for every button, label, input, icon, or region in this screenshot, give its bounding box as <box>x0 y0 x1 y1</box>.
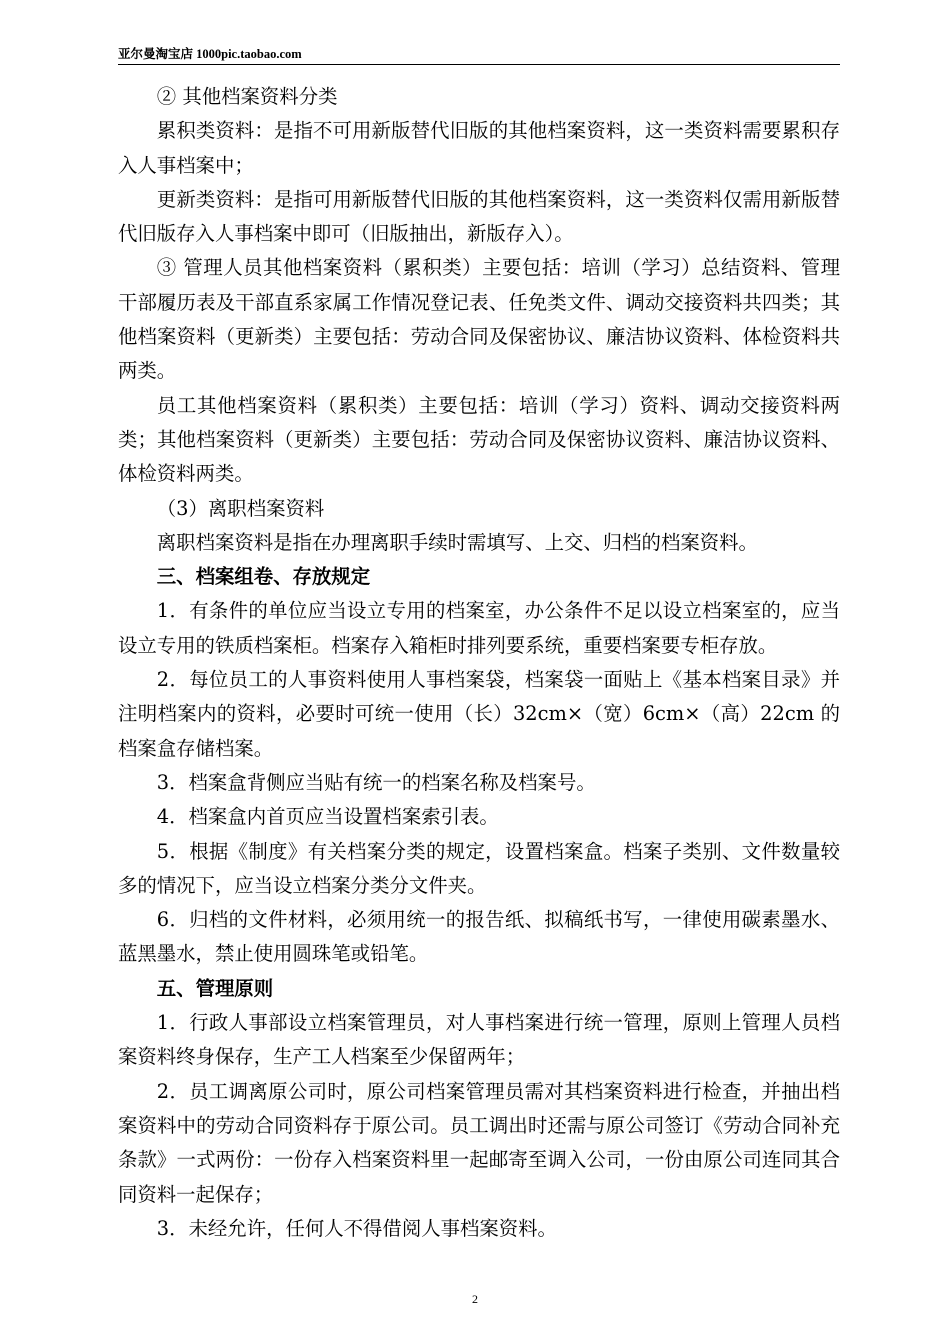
paragraph: ③ 管理人员其他档案资料（累积类）主要包括：培训（学习）总结资料、管理干部履历表及干部直系家属工作情况登记表、任免类文件、调动交接资料共四类；其他档案资料（更新类）主要包括：劳动合同及保密协议、廉洁协议资料、体检资料共两类。 <box>118 256 840 383</box>
paragraph: 2．员工调离原公司时，原公司档案管理员需对其档案资料进行检查，并抽出档案资料中的劳动合同资料存于原公司。员工调出时还需与原公司签订《劳动合同补充条款》一式两份：一份存入档案资料里一起邮寄至调入公司，一份由原公司连同其合同资料一起保存； <box>118 1079 840 1206</box>
paragraph: 3．未经允许，任何人不得借阅人事档案资料。 <box>156 1216 557 1240</box>
paragraph: 5．根据《制度》有关档案分类的规定，设置档案盒。档案子类别、文件数量较多的情况下，应当设立档案分类分文件夹。 <box>118 839 840 897</box>
paragraph: （3）离职档案资料 <box>156 496 325 520</box>
page-header <box>118 44 840 65</box>
document-body <box>118 80 840 1246</box>
page-number: 2 <box>472 1292 478 1306</box>
paragraph: 离职档案资料是指在办理离职手续时需填写、上交、归档的档案资料。 <box>156 530 758 554</box>
paragraph: 1．行政人事部设立档案管理员，对人事档案进行统一管理，原则上管理人员档案资料终身保存，生产工人档案至少保留两年； <box>118 1011 840 1069</box>
paragraph: 1．有条件的单位应当设立专用的档案室，办公条件不足以设立档案室的，应当设立专用的铁质档案柜。档案存入箱柜时排列要系统，重要档案要专柜存放。 <box>118 599 840 657</box>
paragraph: 4．档案盒内首页应当设置档案索引表。 <box>156 805 499 829</box>
paragraph: 累积类资料：是指不可用新版替代旧版的其他档案资料，这一类资料需要累积存入人事档案中； <box>118 119 840 177</box>
paragraph: 6．归档的文件材料，必须用统一的报告纸、拟稿纸书写，一律使用碳素墨水、蓝黑墨水，禁止使用圆珠笔或铅笔。 <box>118 908 840 966</box>
paragraph: ② 其他档案资料分类 <box>156 85 338 108</box>
header-text: 亚尔曼淘宝店 1000pic.taobao.com <box>118 47 302 61</box>
paragraph: 更新类资料：是指可用新版替代旧版的其他档案资料，这一类资料仅需用新版替代旧版存入人事档案中即可（旧版抽出，新版存入）。 <box>118 187 840 246</box>
paragraph: 3．档案盒背侧应当贴有统一的档案名称及档案号。 <box>156 770 596 794</box>
section-heading: 五、管理原则 <box>156 976 274 1000</box>
section-heading: 三、档案组卷、存放规定 <box>156 565 371 589</box>
paragraph: 2．每位员工的人事资料使用人事档案袋，档案袋一面贴上《基本档案目录》并注明档案内的资料，必要时可统一使用（长）32cm×（宽）6cm×（高）22cm 的档案盒存储档案。 <box>118 668 840 760</box>
paragraph: 员工其他档案资料（累积类）主要包括：培训（学习）资料、调动交接资料两类；其他档案资料（更新类）主要包括：劳动合同及保密协议资料、廉洁协议资料、体检资料两类。 <box>118 393 840 486</box>
